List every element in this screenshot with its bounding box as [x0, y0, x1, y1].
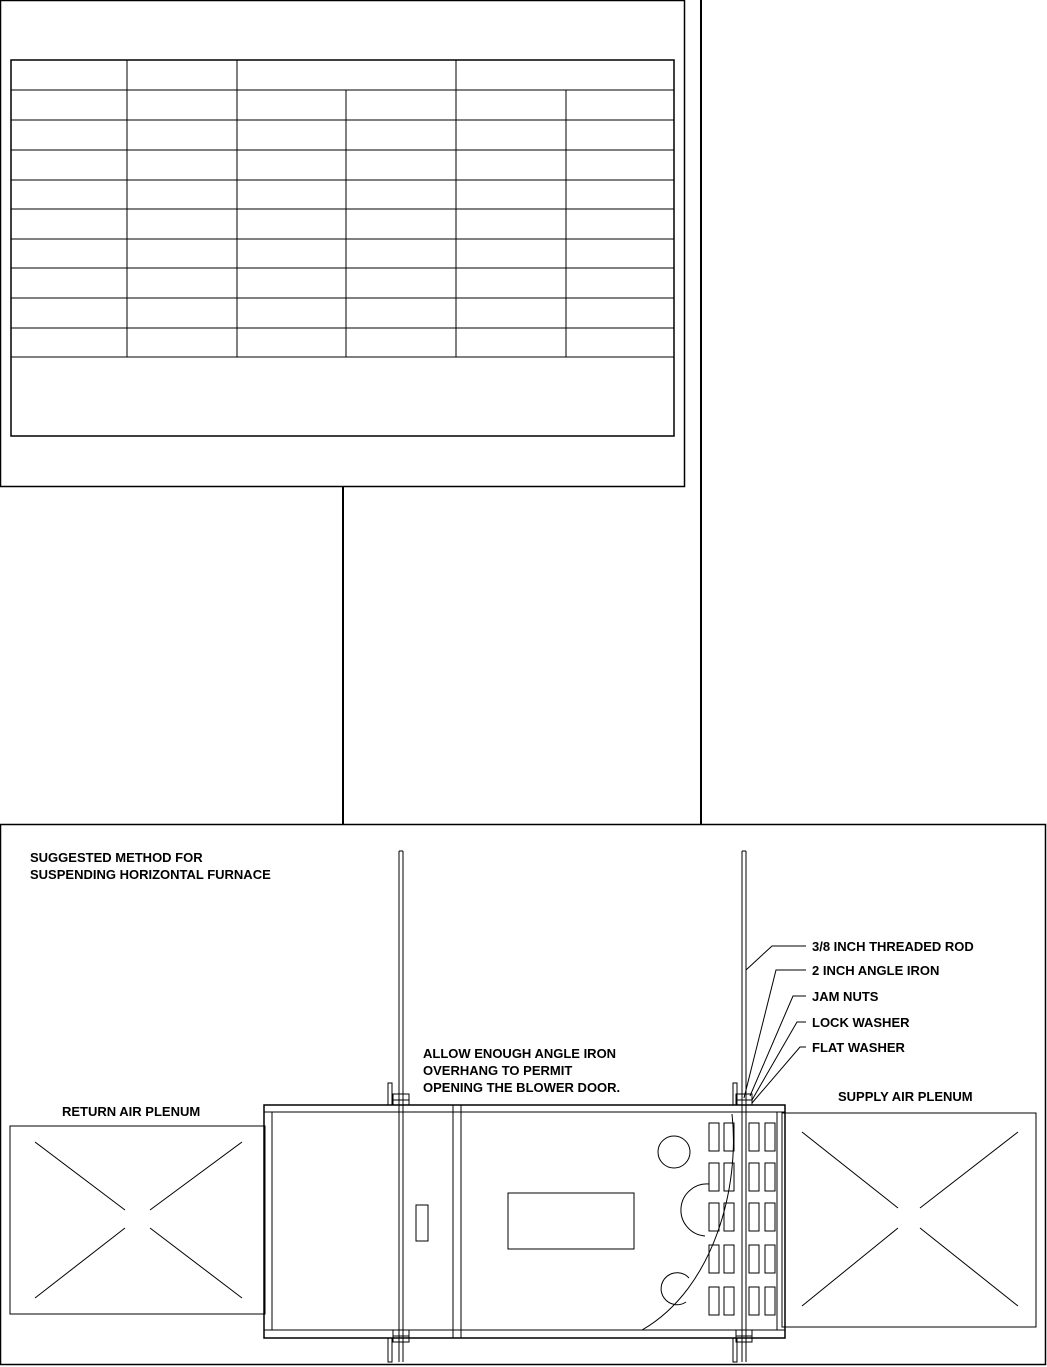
furnace-cabinet: [264, 1105, 785, 1338]
threaded-rod-left: [388, 851, 409, 1362]
overhang-note-line1: ALLOW ENOUGH ANGLE IRON: [423, 1046, 617, 1061]
figure-title-line2: SUSPENDING HORIZONTAL FURNACE: [30, 867, 271, 882]
door-handle: [416, 1205, 428, 1241]
access-panel-window: [508, 1193, 634, 1249]
callout-leaders: [744, 946, 806, 1103]
specification-table: [11, 60, 674, 436]
jam-nut-left-bottom: [393, 1330, 409, 1336]
return-air-plenum-label: RETURN AIR PLENUM: [62, 1104, 201, 1119]
angle-iron-left-bottom: [388, 1338, 392, 1362]
angle-iron-left-top: [388, 1083, 392, 1105]
threaded-rod-right: [733, 851, 752, 1362]
figure-title-line1: SUGGESTED METHOD FOR: [30, 850, 203, 865]
jam-nut-left-top: [393, 1094, 409, 1100]
callout-jam-nuts: JAM NUTS: [812, 989, 879, 1004]
port-circle-bottom: [661, 1273, 689, 1305]
blower-door-swing-arc: [642, 1114, 733, 1330]
table-panel: [1, 0, 702, 824]
supply-air-plenum: [782, 1113, 1036, 1327]
return-air-plenum: [10, 1126, 265, 1314]
furnace-suspension-figure: [1, 825, 1046, 1365]
washer-left-bottom: [393, 1336, 409, 1342]
port-circle-top: [658, 1136, 690, 1168]
jam-nut-right-bottom: [736, 1330, 752, 1336]
washer-right-bottom: [736, 1336, 752, 1342]
callout-threaded-rod: 3/8 INCH THREADED ROD: [812, 939, 974, 954]
callout-lock-washer: LOCK WASHER: [812, 1015, 910, 1030]
callout-flat-washer: FLAT WASHER: [812, 1040, 905, 1055]
overhang-note-line3: OPENING THE BLOWER DOOR.: [423, 1080, 621, 1095]
overhang-note-line2: OVERHANG TO PERMIT: [423, 1063, 573, 1078]
supply-air-plenum-label: SUPPLY AIR PLENUM: [838, 1089, 973, 1104]
port-circle-middle: [681, 1184, 709, 1236]
callout-angle-iron: 2 INCH ANGLE IRON: [812, 963, 940, 978]
